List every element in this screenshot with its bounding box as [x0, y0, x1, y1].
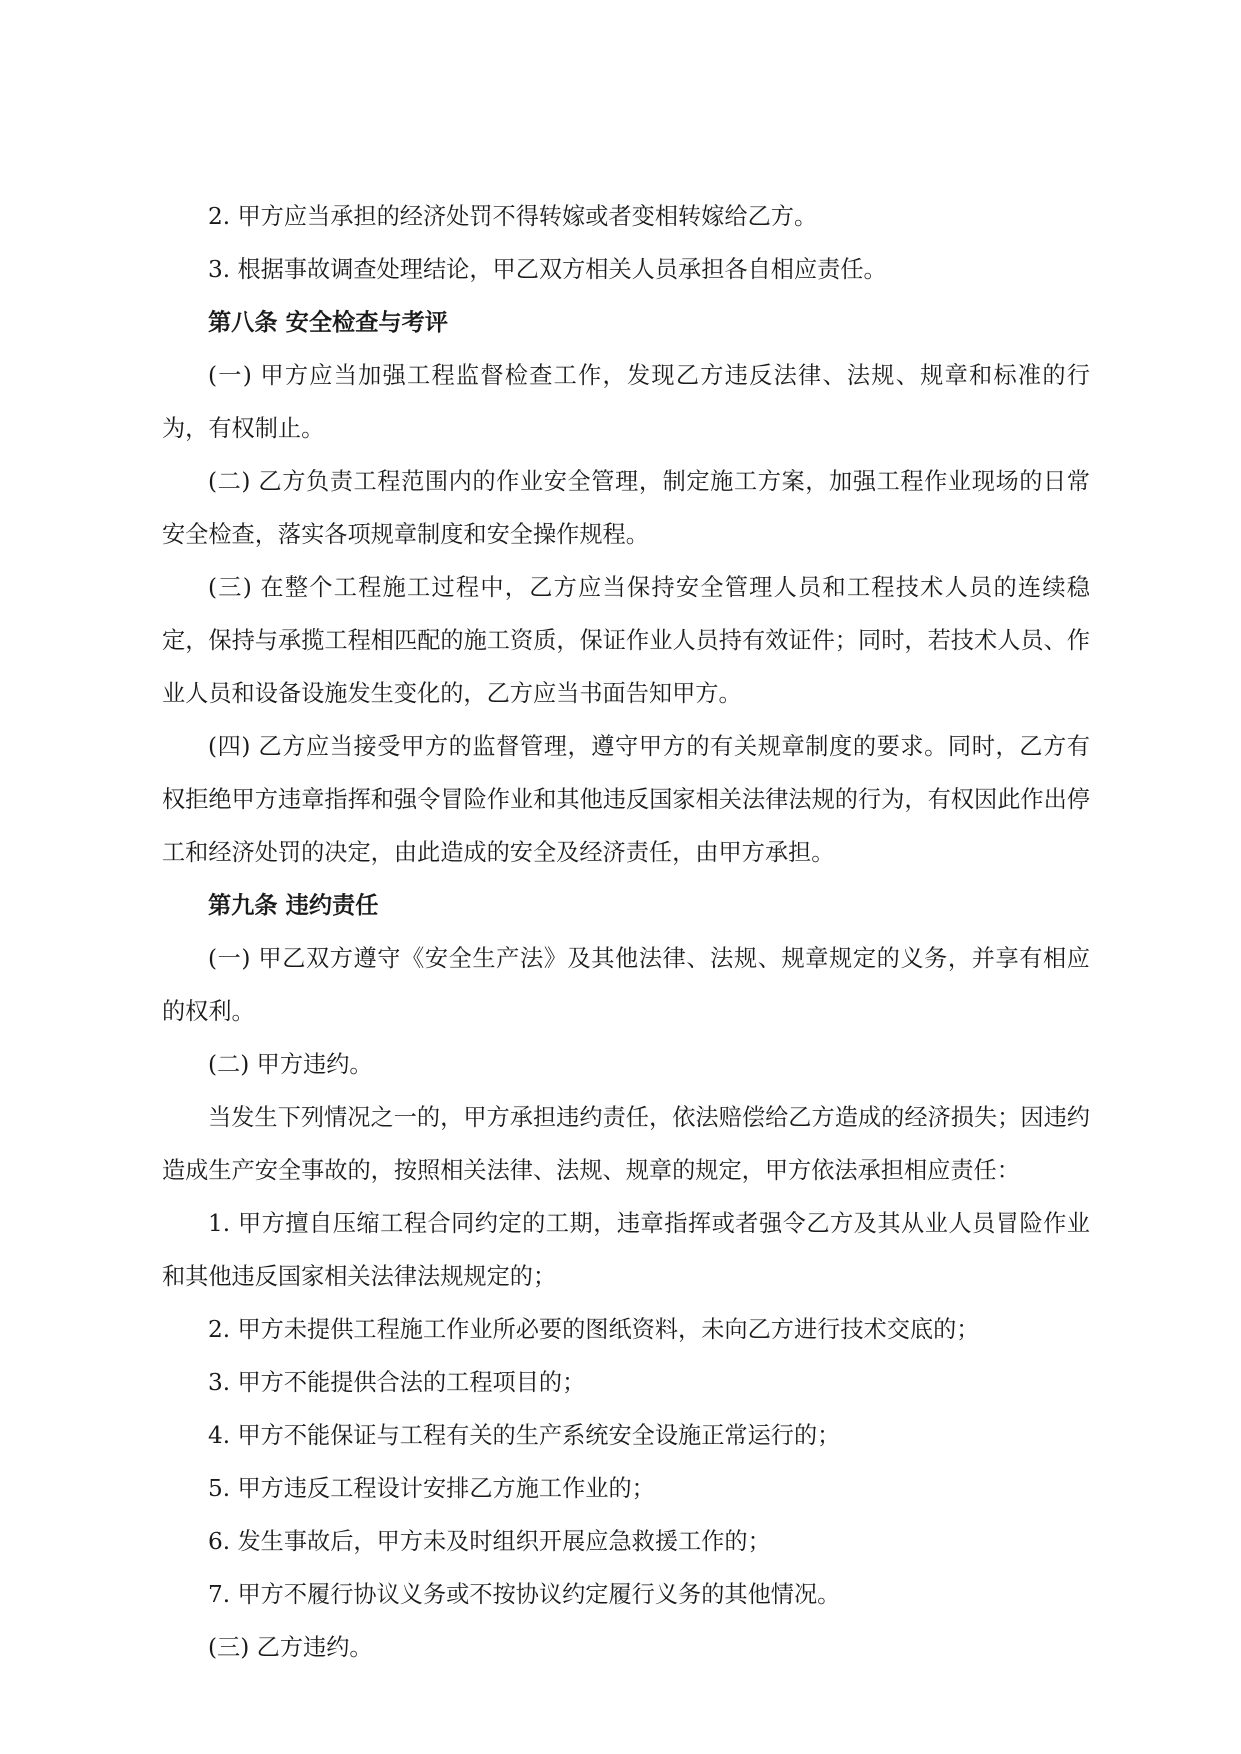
paragraph-article-8-clause-3: (三) 在整个工程施工过程中，乙方应当保持安全管理人员和工程技术人员的连续稳定，保持与承揽工程相匹配的施工资质，保证作业人员持有效证件；同时，若技术人员、作业人员和设备设施发生变化的，乙方应当书面告知甲方。	[162, 574, 1090, 707]
paragraph-breach-item-2: 2. 甲方未提供工程施工作业所必要的图纸资料，未向乙方进行技术交底的；	[208, 1316, 980, 1343]
paragraph-article-8-clause-1: (一) 甲方应当加强工程监督检查工作，发现乙方违反法律、法规、规章和标准的行为，有权制止。	[162, 362, 1090, 442]
paragraph-article-9-clause-1: (一) 甲乙双方遵守《安全生产法》及其他法律、法规、规章规定的义务，并享有相应的权利。	[162, 945, 1090, 1025]
paragraph-breach-item-5: 5. 甲方违反工程设计安排乙方施工作业的；	[208, 1475, 655, 1502]
paragraph-breach-item-6: 6. 发生事故后，甲方未及时组织开展应急救援工作的；	[208, 1528, 771, 1555]
paragraph-breach-item-4: 4. 甲方不能保证与工程有关的生产系统安全设施正常运行的；	[208, 1422, 841, 1449]
paragraph-article-9-clause-2: (二) 甲方违约。	[208, 1051, 373, 1078]
paragraph-breach-item-7: 7. 甲方不履行协议义务或不按协议约定履行义务的其他情况。	[208, 1581, 841, 1608]
section-heading-article-9: 第九条 违约责任	[208, 892, 379, 919]
section-heading-article-8: 第八条 安全检查与考评	[208, 309, 448, 336]
paragraph-item-2: 2. 甲方应当承担的经济处罚不得转嫁或者变相转嫁给乙方。	[208, 203, 818, 230]
paragraph-article-9-clause-3: (三) 乙方违约。	[208, 1634, 373, 1661]
document-body	[162, 190, 1090, 1674]
paragraph-breach-item-3: 3. 甲方不能提供合法的工程项目的；	[208, 1369, 586, 1396]
paragraph-item-3: 3. 根据事故调查处理结论，甲乙双方相关人员承担各自相应责任。	[208, 256, 887, 283]
paragraph-article-8-clause-2: (二) 乙方负责工程范围内的作业安全管理，制定施工方案，加强工程作业现场的日常安全检查，落实各项规章制度和安全操作规程。	[162, 468, 1090, 548]
paragraph-breach-conditions-intro: 当发生下列情况之一的，甲方承担违约责任，依法赔偿给乙方造成的经济损失；因违约造成生产安全事故的，按照相关法律、法规、规章的规定，甲方依法承担相应责任：	[162, 1104, 1090, 1184]
paragraph-article-8-clause-4: (四) 乙方应当接受甲方的监督管理，遵守甲方的有关规章制度的要求。同时，乙方有权拒绝甲方违章指挥和强令冒险作业和其他违反国家相关法律法规的行为，有权因此作出停工和经济处罚的决定，由此造成的安全及经济责任，由甲方承担。	[162, 733, 1090, 866]
paragraph-breach-item-1: 1. 甲方擅自压缩工程合同约定的工期，违章指挥或者强令乙方及其从业人员冒险作业和其他违反国家相关法律法规规定的；	[162, 1210, 1090, 1290]
